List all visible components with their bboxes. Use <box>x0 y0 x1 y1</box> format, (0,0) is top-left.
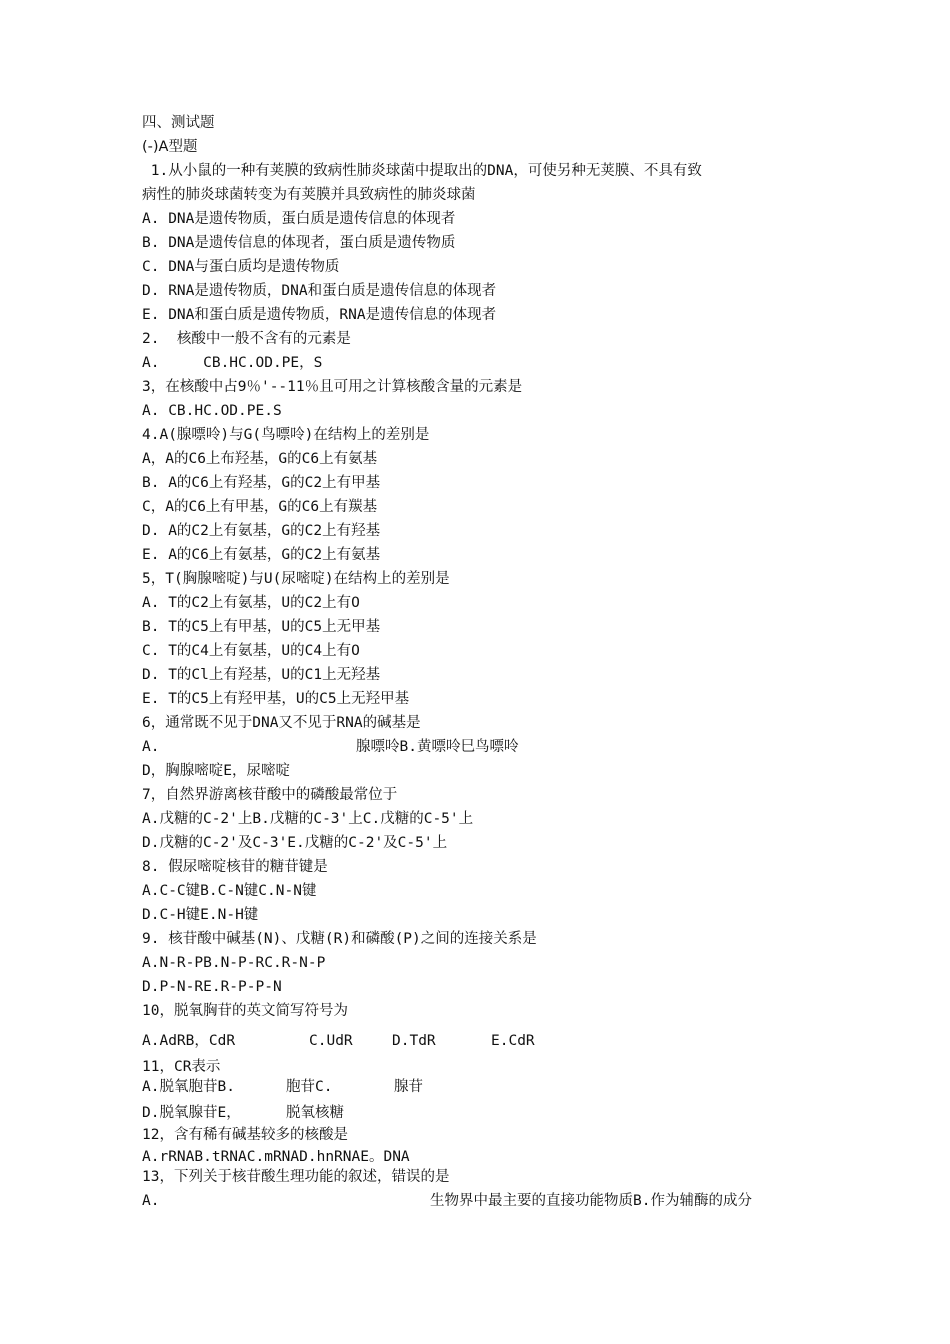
q6-stem: 6，通常既不见于DNA又不见于RNA的碱基是 <box>142 715 421 731</box>
q8-options-line2: D.C-H键E.N-H键 <box>142 907 259 923</box>
q4-option-c: C，A的C6上有甲基，G的C6上有羰基 <box>142 499 378 515</box>
q5-stem: 5，T(胸腺嘧啶)与U(尿嘧啶)在结构上的差别是 <box>142 571 450 587</box>
q1-option-c: C. DNA与蛋白质均是遗传物质 <box>142 259 340 275</box>
q9-options-line2: D.P-N-RE.R-P-P-N <box>142 979 282 995</box>
q5-option-a: A. T的C2上有氨基，U的C2上有O <box>142 595 360 611</box>
q1-option-e: E. DNA和蛋白质是遗传物质，RNA是遗传信息的体现者 <box>142 307 497 323</box>
q4-stem: 4.A(腺嘌呤)与G(鸟嘌呤)在结构上的差别是 <box>142 427 430 443</box>
q13-option-a-label: A. <box>142 1193 160 1209</box>
q4-option-a: A，A的C6上布羟基，G的C6上有氨基 <box>142 451 378 467</box>
q4-option-e: E. A的C6上有氨基，G的C2上有氨基 <box>142 547 381 563</box>
q12-options: A.rRNAB.tRNAC.mRNAD.hnRNAE。DNA <box>142 1149 410 1165</box>
q5-option-c: C. T的C4上有氨基，U的C4上有O <box>142 643 360 659</box>
q11-option-b: 胞苷C. <box>286 1079 333 1095</box>
q1-option-d: D. RNA是遗传物质，DNA和蛋白质是遗传信息的体现者 <box>142 283 497 299</box>
q1-stem-line1: 1.从小鼠的一种有荚膜的致病性肺炎球菌中提取出的DNA，可使另种无荚膜、不具有致 <box>142 163 702 179</box>
q7-stem: 7，自然界游离核苷酸中的磷酸最常位于 <box>142 787 398 803</box>
q10-option-e: E.CdR <box>491 1033 535 1049</box>
question-type-label: (-)A型题 <box>142 139 198 155</box>
q13-stem: 13，下列关于核苷酸生理功能的叙述，错误的是 <box>142 1169 450 1185</box>
q11-option-e: 脱氧核糖 <box>286 1105 344 1121</box>
q11-option-a: A.脱氧胞苷B. <box>142 1079 235 1095</box>
q5-option-b: B. T的C5上有甲基，U的C5上无甲基 <box>142 619 381 635</box>
section-heading: 四、测试题 <box>142 115 215 131</box>
q5-option-d: D. T的Cl上有羟基，U的C1上无羟基 <box>142 667 381 683</box>
q11-option-c: 腺苷 <box>394 1079 423 1095</box>
q9-options-line1: A.N-R-PB.N-P-RC.R-N-P <box>142 955 326 971</box>
q8-options-line1: A.C-C键B.C-N键C.N-N键 <box>142 883 317 899</box>
q12-stem: 12，含有稀有碱基较多的核酸是 <box>142 1127 348 1143</box>
q3-options: A. CB.HC.OD.PE.S <box>142 403 282 419</box>
q2-options: A. CB.HC.OD.PE，S <box>142 355 323 371</box>
q4-option-d: D. A的C2上有氨基，G的C2上有羟基 <box>142 523 381 539</box>
q1-option-a: A. DNA是遗传物质，蛋白质是遗传信息的体现者 <box>142 211 456 227</box>
q10-option-d: D.TdR <box>392 1033 436 1049</box>
q3-stem: 3，在核酸中占9％'--11％且可用之计算核酸含量的元素是 <box>142 379 523 395</box>
q6-options-rest: 腺嘌呤B.黄嘌呤巳鸟嘌呤 <box>356 739 519 755</box>
q6-options-line2: D，胸腺嘧啶E，尿嘧啶 <box>142 763 290 779</box>
q5-option-e: E. T的C5上有羟甲基，U的C5上无羟甲基 <box>142 691 410 707</box>
q11-stem: 11，CR表示 <box>142 1059 221 1075</box>
q10-stem: 10，脱氧胸苷的英文简写符号为 <box>142 1003 348 1019</box>
q4-option-b: B. A的C6上有羟基，G的C2上有甲基 <box>142 475 381 491</box>
q8-stem: 8. 假尿嘧啶核苷的糖苷键是 <box>142 859 328 875</box>
q7-options-line2: D.戊糖的C-2'及C-3'E.戊糖的C-2'及C-5'上 <box>142 835 448 851</box>
q10-option-ab: A.AdRB，CdR <box>142 1033 236 1049</box>
q2-stem: 2. 核酸中一般不含有的元素是 <box>142 331 351 347</box>
q9-stem: 9. 核苷酸中碱基(N)、戊糖(R)和磷酸(P)之间的连接关系是 <box>142 931 537 947</box>
q7-options-line1: A.戊糖的C-2'上B.戊糖的C-3'上C.戊糖的C-5'上 <box>142 811 474 827</box>
q6-option-a-label: A. <box>142 739 160 755</box>
q1-option-b: B. DNA是遗传信息的体现者，蛋白质是遗传物质 <box>142 235 456 251</box>
q13-options-rest: 生物界中最主要的直接功能物质B.作为辅酶的成分 <box>430 1193 752 1209</box>
q10-option-c: C.UdR <box>309 1033 353 1049</box>
q11-option-d: D.脱氧腺苷E， <box>142 1105 241 1121</box>
q1-stem-line2: 病性的肺炎球菌转变为有荚膜并具致病性的肺炎球菌 <box>142 187 476 203</box>
